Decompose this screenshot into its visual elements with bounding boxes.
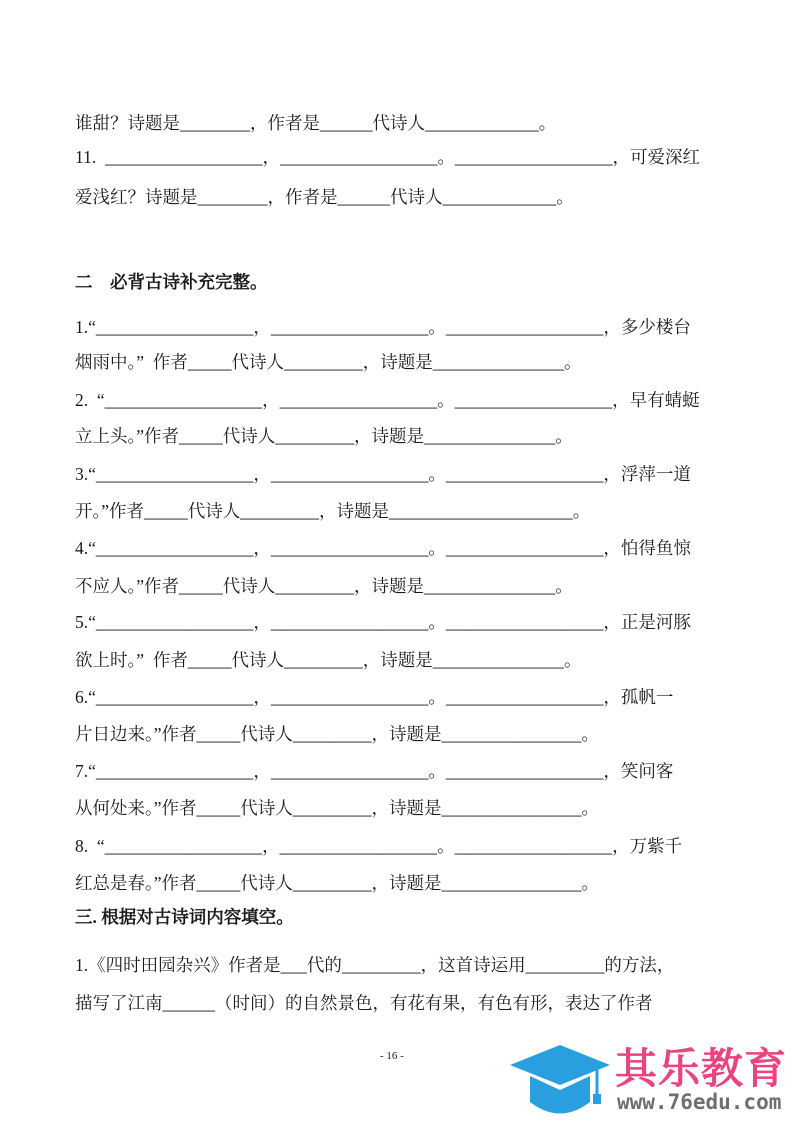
text-line: 开。”作者_____代诗人_________，诗题是_____________________。 xyxy=(75,501,591,521)
text-line: 11. __________________，__________________。__________________，可爱深红 xyxy=(75,147,700,167)
text-line: 片日边来。”作者_____代诗人_________，诗题是________________。 xyxy=(75,724,600,744)
text-line: 6.“__________________，__________________。__________________，孤帆一 xyxy=(75,687,674,707)
text-line: 红总是春。”作者_____代诗人_________，诗题是________________。 xyxy=(75,873,600,893)
text-line: 烟雨中。” 作者_____代诗人_________，诗题是_______________。 xyxy=(75,352,582,372)
text-line: 2. “__________________，__________________。__________________，早有蜻蜓 xyxy=(75,390,700,410)
text-line: 1.《四时田园杂兴》作者是___代的_________，这首诗运用_________的方法， xyxy=(75,955,675,975)
page-number: - 16 - xyxy=(380,1050,404,1062)
section-heading: 二 必背古诗补充完整。 xyxy=(75,272,268,292)
text-line: 4.“__________________，__________________。__________________，怕得鱼惊 xyxy=(75,538,691,558)
logo-name: 其乐教育 xyxy=(615,1044,788,1093)
text-line: 7.“__________________，__________________。__________________，笑问客 xyxy=(75,761,674,781)
section-heading: 三. 根据对古诗词内容填空。 xyxy=(75,907,294,927)
text-line: 1.“__________________，__________________。__________________，多少楼台 xyxy=(75,317,691,337)
logo-url: www.76edu.com xyxy=(617,1090,782,1114)
text-line: 3.“__________________，__________________。__________________，浮萍一道 xyxy=(75,464,691,484)
text-line: 从何处来。”作者_____代诗人_________，诗题是________________。 xyxy=(75,798,600,818)
text-line: 爱浅红？诗题是________，作者是______代诗人_____________。 xyxy=(75,187,574,207)
text-line: 立上头。”作者_____代诗人_________，诗题是_______________。 xyxy=(75,426,573,446)
text-line: 8. “__________________，__________________。__________________，万紫千 xyxy=(75,836,683,856)
text-line: 不应人。”作者_____代诗人_________，诗题是_______________。 xyxy=(75,576,573,596)
watermark-logo xyxy=(505,1040,790,1120)
text-line: 欲上时。” 作者_____代诗人_________，诗题是_______________。 xyxy=(75,650,582,670)
text-line: 描写了江南______（时间）的自然景色，有花有果，有色有形，表达了作者 xyxy=(75,993,653,1013)
text-line: 5.“__________________，__________________。__________________，正是河豚 xyxy=(75,612,691,632)
text-line: 谁甜？诗题是________，作者是______代诗人_____________。 xyxy=(75,113,557,133)
graduation-cap-icon xyxy=(505,1040,615,1120)
